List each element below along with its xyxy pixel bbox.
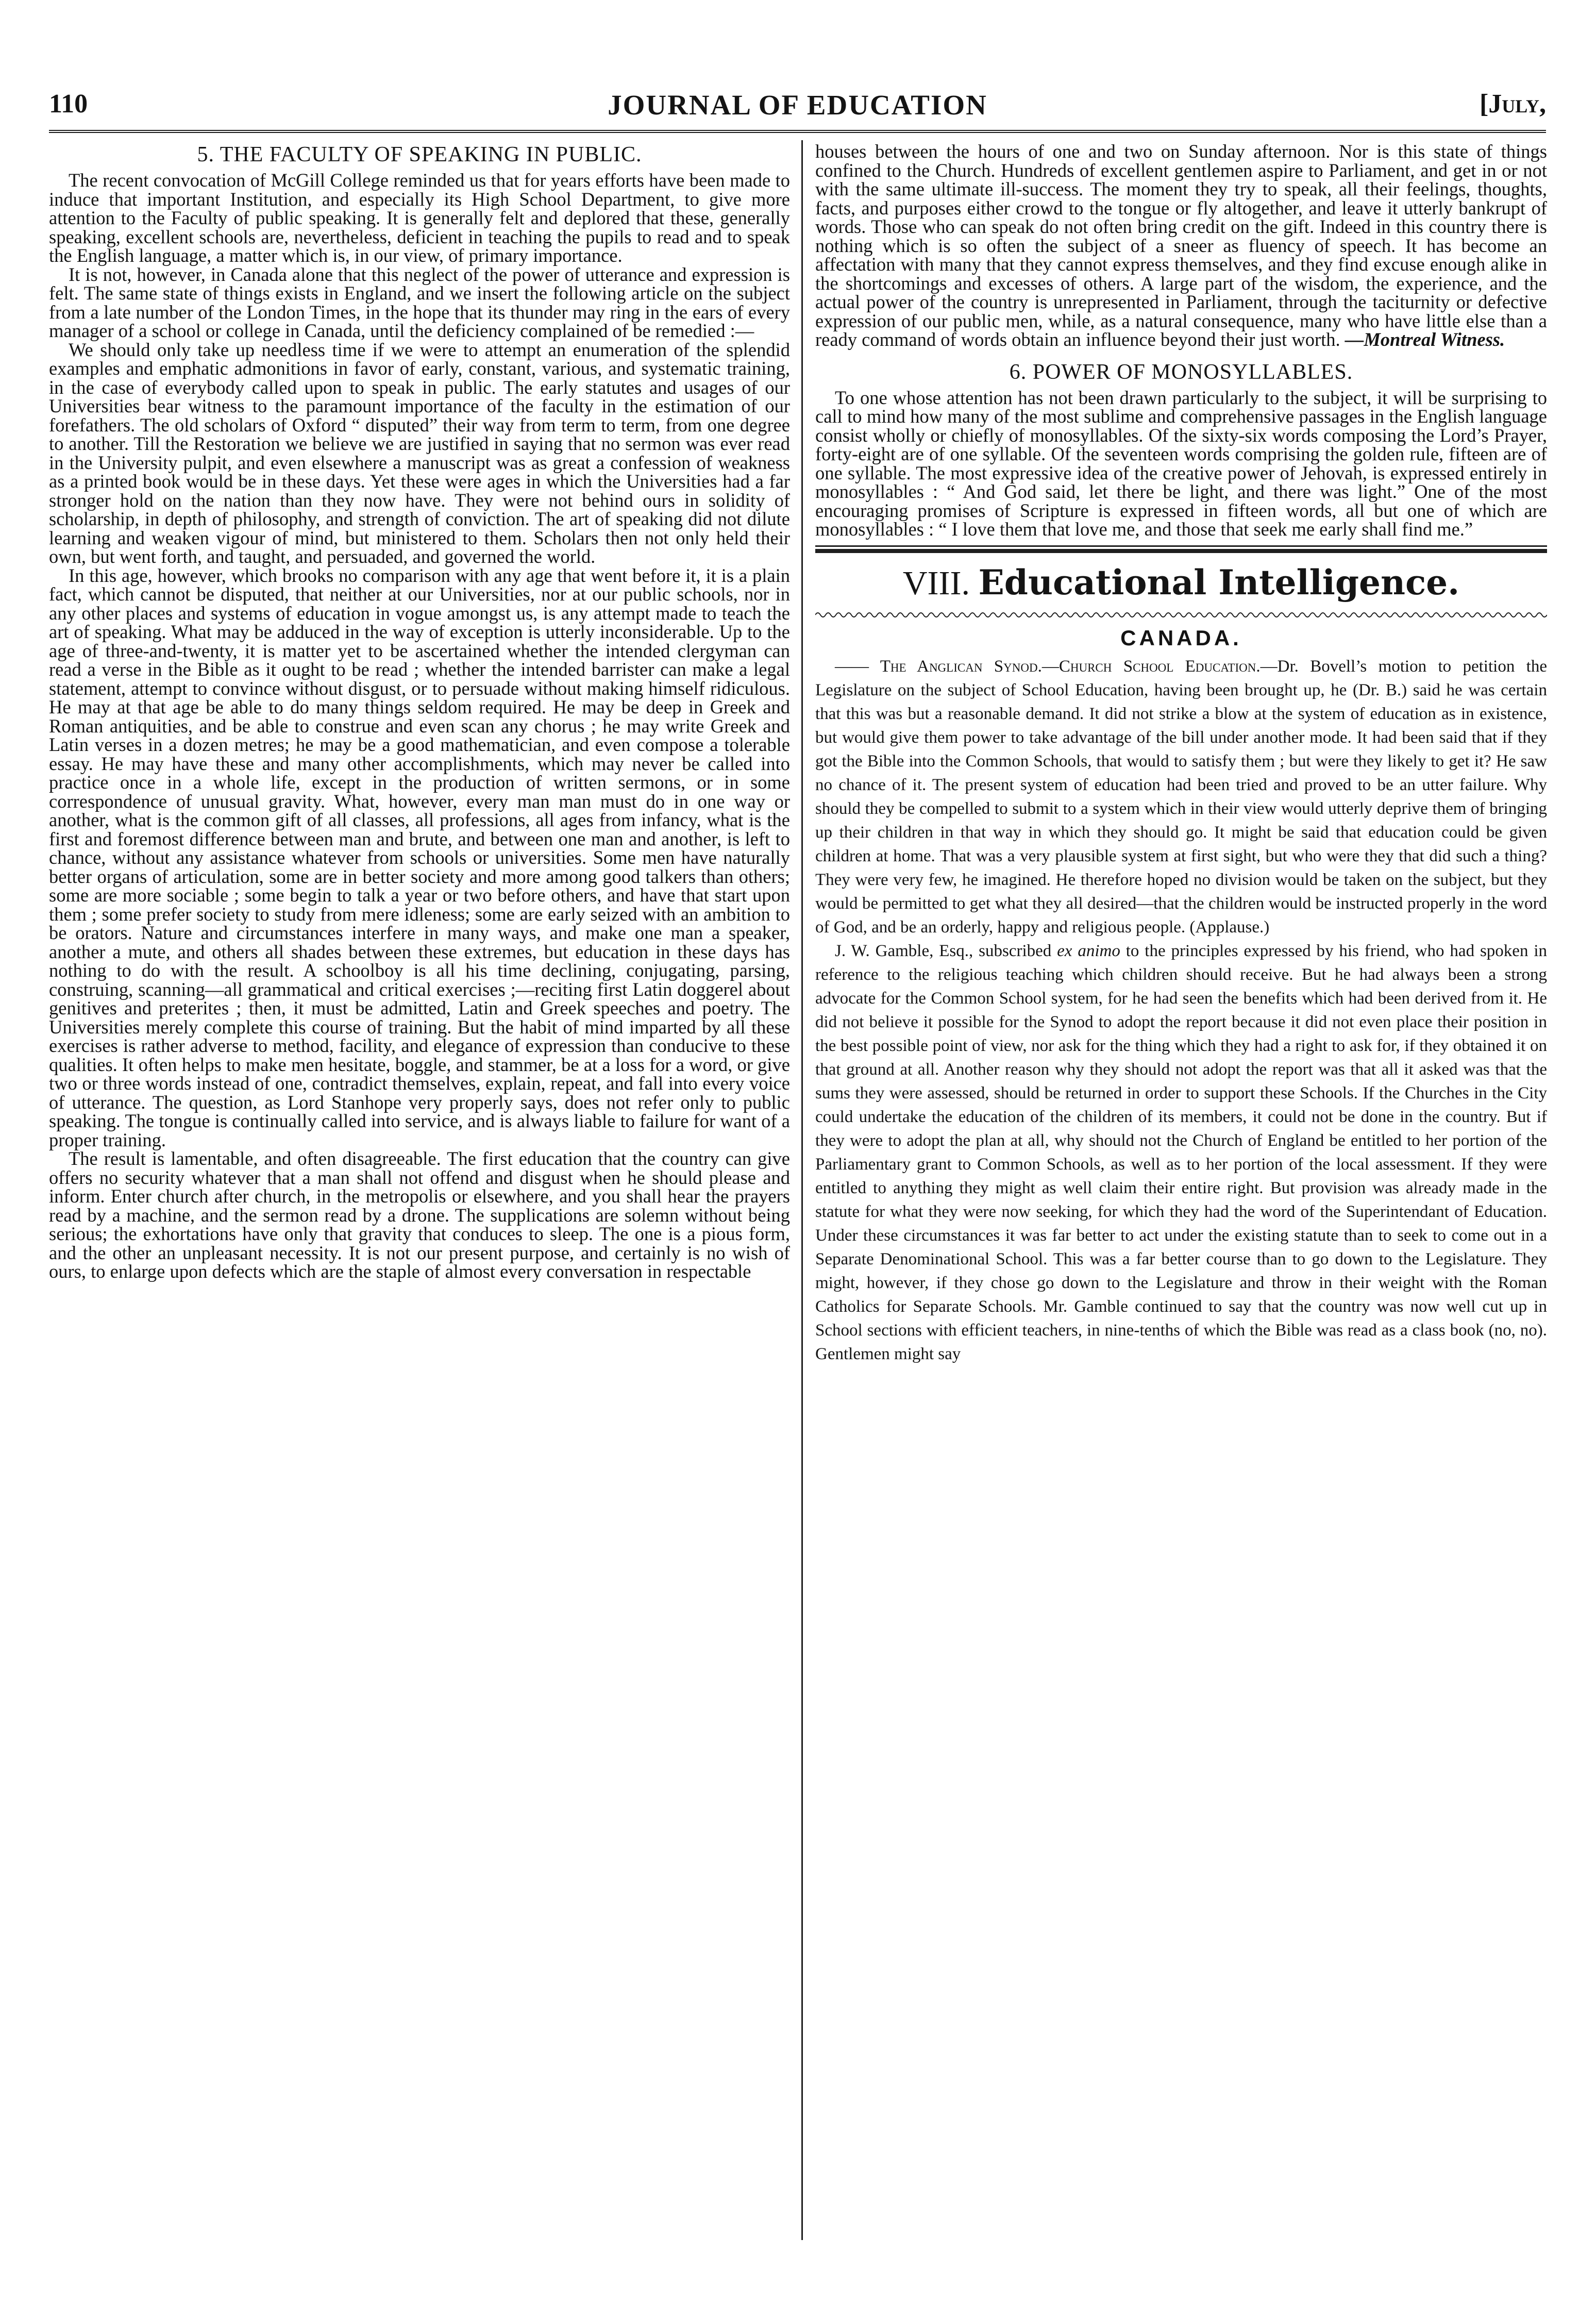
- page-number: 110: [49, 89, 88, 119]
- header-rule: [49, 130, 1546, 133]
- section-banner: [815, 562, 1547, 603]
- column-divider: [801, 140, 803, 2240]
- right-column: [815, 142, 1547, 2240]
- news-item-text: to the principles expressed by his friend, who had spoken in reference to the religious teaching which children should receive. But he had always been a strong advocate for the Common School system, for he had seen the benefits which had been derived from it. He did not believe it possible for the Synod to adopt the report because it did not even place their position in the best possible point of view, nor ask for the thing which they had a right to ask for, if they obtained it on that ground at all. Another reason why they should not adopt the report was that all it asked was that the sums they were assessed, should be returned in order to support these Schools. If the Churches in the City could undertake the education of the children of its members, it could not be done in the country. But if they were to adopt the plan at all, why should not the Church of England be entitled to her portion of the Parliamentary grant to Common Schools, as well as to her portion of the local assessment. If they were entitled to anything they might as well claim their entire right. But provision was already made in the statute for what they were now seeking, for which they had the word of the Superintendant of Education. Under these circumstances it was far better to act under the existing statute than to seek to come out in a Separate Denominational School. This was a far better course than to go down to the Legislature. They might, however, if they chose go down to the Legislature and throw in their weight with the Roman Catholics for Separate Schools. Mr. Gamble continued to say that the country was now well cut up in School sections with efficient teachers, in nine-tenths of which the Bible was read as a class book (no, no). Gentlemen might say: [815, 941, 1547, 1364]
- latin-phrase: ex animo: [1057, 941, 1120, 960]
- article-paragraph: To one whose attention has not been drawn particularly to the subject, it will be surprising to call to mind how many of the most sublime and comprehensive passages in the English language consist wholly or chiefly of monosyllables. Of the sixty-six words composing the Lord’s Prayer, forty-eight are of one syllable. Of the seventeen words comprising the golden rule, fifteen are of one syllable. The most expressive idea of the creative power of Jehovah, is expressed entirely in monosyllables : “ And God said, let there be light, and there was light.” One of the most encouraging promises of Scripture is expressed in fifteen words, all but one of which are monosyllables : “ I love them that love me, and those that seek me early shall find me.”: [815, 387, 1547, 540]
- section-heading-monosyllables: 6. POWER OF MONOSYLLABLES.: [1009, 360, 1353, 384]
- news-paragraph: [815, 655, 1547, 939]
- news-paragraph: [815, 939, 1547, 1366]
- article-paragraph: The result is lamentable, and often disagreeable. The first education that the country can give offers no security whatever that a man shall not offend and disgust when he should please and inform. Enter church after church, in the metropolis or elsewhere, and you shall hear the prayers read by a machine, and the sermon read by a drone. The supplications are solemn without being serious; the exhortations have only that gravity that conduces to sleep. The one is a pious form, and the other an unpleasant necessity. It is not our present purpose, and certainly is no wish of ours, to enlarge upon defects which are the staple of almost every conversation in respectable: [49, 1148, 790, 1282]
- section-banner-title: Educational Intelligence.: [978, 562, 1460, 603]
- wavy-rule: [815, 610, 1547, 620]
- news-item-label: —— The Anglican Synod.—Church School Education.—: [835, 657, 1278, 676]
- article-continuation: [815, 142, 1547, 349]
- source-credit: —Montreal Witness.: [1345, 329, 1505, 350]
- section-numeral: VIII.: [902, 564, 970, 602]
- region-heading-canada: CANADA.: [1120, 625, 1242, 650]
- issue-month: [July,: [1479, 89, 1546, 119]
- continuation-text: houses between the hours of one and two on Sunday afternoon. Nor is this state of things confined to the Church. Hundreds of excellent gentlemen aspire to Parliament, and get in or not with the same ultimate ill-success. The moment they try to speak, all their feelings, thoughts, facts, and purposes either crowd to the tongue or fly altogether, and leave it utterly bankrupt of words. Those who can speak do not often bring credit on the gift. Indeed in this country there is nothing which is so often the subject of a sneer as fluency of speech. It has become an affectation with many that they cannot express themselves, and they find excuse enough alike in the shortcomings and excesses of others. A large part of the wisdom, the experience, and the actual power of the country is unrepresented in Parliament, through the taciturnity or defective expression of our public men, while, as a natural consequence, many who have little else than a ready command of words obtain an influence beyond their just worth.: [815, 142, 1547, 350]
- speaker-intro: J. W. Gamble, Esq., subscribed: [835, 941, 1057, 960]
- news-item-text: Dr. Bovell’s motion to petition the Legislature on the subject of School Education, having been brought up, he (Dr. B.) said he was certain that this was but a reasonable demand. It did not strike a blow at the system of education as in existence, but would give them power to take advantage of the bill under another mode. It had been said that if they got the Bible into the Common Schools, that would to satisfy them ; but were they likely to get it? He saw no chance of it. The present system of education had been tried and proved to be an utter failure. Why should they be compelled to submit to a system which in their view would utterly deprive them of bringing up their children in that way in which they should go. It might be said that education could be given children at home. That was a very plausible system at first sight, but who were they that did such a thing? They were very few, he imagined. He therefore hoped no division would be taken on the subject, but they would be permitted to get what they all desired—that the children would be instructed properly in the word of God, and be an orderly, happy and religious people. (Applause.): [815, 657, 1547, 937]
- article-paragraph: We should only take up needless time if we were to attempt an enumeration of the splendid examples and emphatic admonitions in favor of early, constant, various, and systematic training, in the case of everybody called upon to speak in public. The early statutes and usages of our Universities bear witness to the paramount importance of the faculty in the estimation of our forefathers. The old scholars of Oxford “ disputed” their way from term to term, from one degree to another. Till the Restoration we believe we are justified in saying that no sermon was ever read in the University pulpit, and even elsewhere a manuscript was as great a confession of weakness as a printed book would be in these days. Yet these were ages in which the Universities had a far stronger hold on the nation than they now have. They were not behind ours in solidity of scholarship, in depth of philosophy, and strength of conviction. The art of speaking did not dilute learning and weaken vigour of mind, but ministered to them. Scholars then not only held their own, but went forth, and taught, and persuaded, and governed the world.: [49, 339, 790, 567]
- article-paragraph: In this age, however, which brooks no comparison with any age that went before it, it is a plain fact, which cannot be disputed, that neither at our Universities, nor at our public schools, nor in any other places and systems of education in vogue amongst us, is any attempt made to teach the art of speaking. What may be adduced in the way of exception is utterly inconsiderable. Up to the age of three-and-twenty, it is matter yet to be ascertained whether the intended clergyman can read a verse in the Bible as it ought to be read ; whether the intended barrister can make a legal statement, attempt to convince without disgust, or to persuade without making himself ridiculous. He may at that age be able to do many things seldom required. He may be deep in Greek and Roman antiquities, and be able to construe and even scan any chorus ; he may write Greek and Latin verses in a dozen metres; he may be a good mathematician, and even compose a tolerable essay. He may have these and many other accomplishments, which may never be called into practice once in a whole life, except in the production of written sermons, or in some correspondence of unusual gravity. What, however, every man man must do in one way or another, what is the common gift of all classes, all professions, all ages from infancy, what is the first and foremost difference between man and brute, and between one man and another, is left to chance, without any assistance whatever from schools or universities. Some men have naturally better organs of articulation, some are in better society and more among good talkers than others; some are more sociable ; some begin to talk a year or two before others, and have that start upon them ; some prefer society to study from mere idleness; some are early seized with an ambition to be orators. Nature and circumstances interfere in many ways, and make one man a speaker, another a mute, and others all shades between these extremes, but education in these days has nothing to do with the result. A schoolboy is all his time declining, conjugating, parsing, construing, scanning—all grammatical and critical exercises ;—reciting first Latin doggerel about genitives and preterites ; then, it must be admitted, Latin and Greek speeches and poetry. The Universities merely complete this course of training. But the habit of mind imparted by all these exercises is rather adverse to method, facility, and elegance of expression than conducive to these qualities. It often helps to make men hesitate, boggle, and stammer, be at a loss for a word, or give two or three words instead of one, contradict themselves, explain, repeat, and fall into every voice of utterance. The question, as Lord Stanhope very properly says, does not refer only to public speaking. The tongue is continually called into service, and is always liable to failure for want of a proper training.: [49, 564, 790, 1150]
- running-header: [49, 89, 1546, 126]
- section-heading-faculty-of-speaking: 5. THE FACULTY OF SPEAKING IN PUBLIC.: [197, 143, 642, 166]
- article-paragraph: It is not, however, in Canada alone that this neglect of the power of utterance and expression is felt. The same state of things exists in England, and we insert the following article on the subject from a late number of the London Times, in the hope that its thunder may ring in the ears of every manager of a school or college in Canada, until the deficiency complained of be remedied :—: [49, 263, 790, 341]
- section-separator-thick: [815, 549, 1547, 553]
- section-separator-thin: [815, 545, 1547, 547]
- running-title: JOURNAL OF EDUCATION: [608, 89, 987, 121]
- left-column: [49, 142, 790, 2240]
- article-paragraph: The recent convocation of McGill College reminded us that for years efforts have been made to induce that important Institution, and especially its High School Department, to give more attention to the Faculty of public speaking. It is generally felt and deplored that these, generally speaking, excellent schools are, nevertheless, deficient in teaching the pupils to read and to speak the English language, a matter which is, in our view, of primary importance.: [49, 170, 790, 266]
